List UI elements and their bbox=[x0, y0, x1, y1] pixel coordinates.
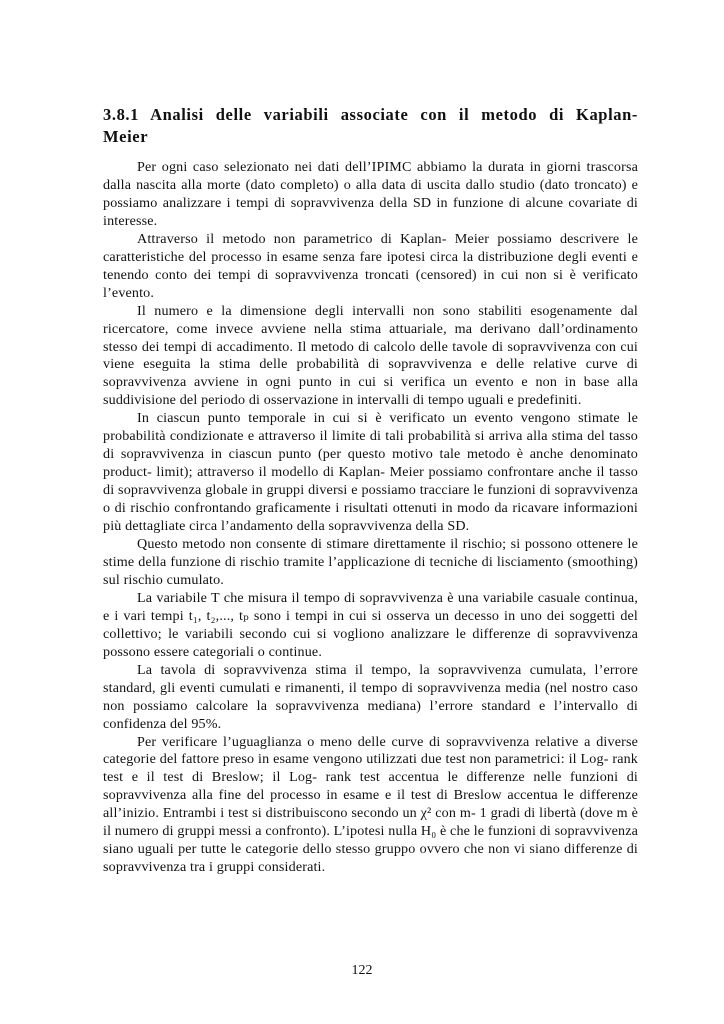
paragraph: Attraverso il metodo non parametrico di Kaplan- Meier possiamo descrivere le caratteristiche del processo in esame senza fare ipotesi circa la distribuzione degli eventi e tenendo conto dei tempi di sopravvivenza troncati (censored) in cui non si è verificato l’evento. bbox=[103, 230, 638, 301]
page-number: 122 bbox=[351, 963, 373, 978]
paragraph: La tavola di sopravvivenza stima il tempo, la sopravvivenza cumulata, l’errore standard, gli eventi cumulati e rimanenti, il tempo di sopravvivenza media (nel nostro caso non possiamo calcolare la sopravvivenza mediana) l’errore standard e l’intervallo di confidenza del 95%. bbox=[103, 661, 638, 732]
paragraph: In ciascun punto temporale in cui si è verificato un evento vengono stimate le probabilità condizionate e attraverso il limite di tali probabilità si arriva alla stima del tasso di sopravvivenza in ciascun punto (per questo motivo tale metodo è anche denominato product- limit); attraverso il modello di Kaplan- Meier possiamo confrontare anche il tasso di sopravvivenza globale in gruppi diversi e possiamo tracciare le funzioni di sopravvivenza o di rischio confrontando graficamente i risultati ottenuti in modo da ricavare informazioni più dettagliate circa l’andamento della sopravvivenza della SD. bbox=[103, 410, 638, 535]
paragraph: Il numero e la dimensione degli intervalli non sono stabiliti esogenamente dal ricercatore, come invece avviene nella stima attuariale, ma derivano dall’ordinamento stesso dei tempi di accadimento. Il metodo di calcolo delle tavole di sopravvivenza con cui viene eseguita la stima delle probabilità di sopravvivenza e delle relative curve di sopravvivenza avviene in ogni punto in cui si verifica un evento e non in base alla suddivisione del periodo di osservazione in intervalli di tempo uguali e predefiniti. bbox=[103, 302, 638, 409]
paragraph: La variabile T che misura il tempo di sopravvivenza è una variabile casuale continua, e i vari tempi t₁, t₂,..., tₚ sono i tempi in cui si osserva un decesso in uno dei soggetti del collettivo; le variabili secondo cui si vogliono analizzare le differenze di sopravvivenza possono essere categoriali o continue. bbox=[103, 589, 638, 660]
body-text bbox=[103, 159, 638, 877]
paragraph: Per ogni caso selezionato nei dati dell’IPIMC abbiamo la durata in giorni trascorsa dalla nascita alla morte (dato completo) o alla data di uscita dallo studio (dato troncato) e possiamo analizzare i tempi di sopravvivenza della SD in funzione di alcune covariate di interesse. bbox=[103, 159, 638, 229]
paragraph: Per verificare l’uguaglianza o meno delle curve di sopravvivenza relative a diverse categorie del fattore preso in esame vengono utilizzati due test non parametrici: il Log- rank test e il test di Breslow; il Log- rank test accentua le differenze nelle funzioni di sopravvivenza alla fine del processo in esame e il test di Breslow accentua le differenze all’inizio. Entrambi i test si distribuiscono secondo un χ² con m- 1 gradi di libertà (dove m è il numero di gruppi messi a confronto). L’ipotesi nulla H₀ è che le funzioni di sopravvivenza siano uguali per tutte le categorie dello stesso gruppo ovvero che non vi siano differenze di sopravvivenza tra i gruppi considerati. bbox=[103, 733, 638, 876]
section-heading: 3.8.1 Analisi delle variabili associate con il metodo di Kaplan-Meier bbox=[103, 105, 638, 146]
paragraph: Questo metodo non consente di stimare direttamente il rischio; si possono ottenere le stime della funzione di rischio tramite l’applicazione di tecniche di lisciamento (smoothing) sul rischio cumulato. bbox=[103, 536, 638, 588]
